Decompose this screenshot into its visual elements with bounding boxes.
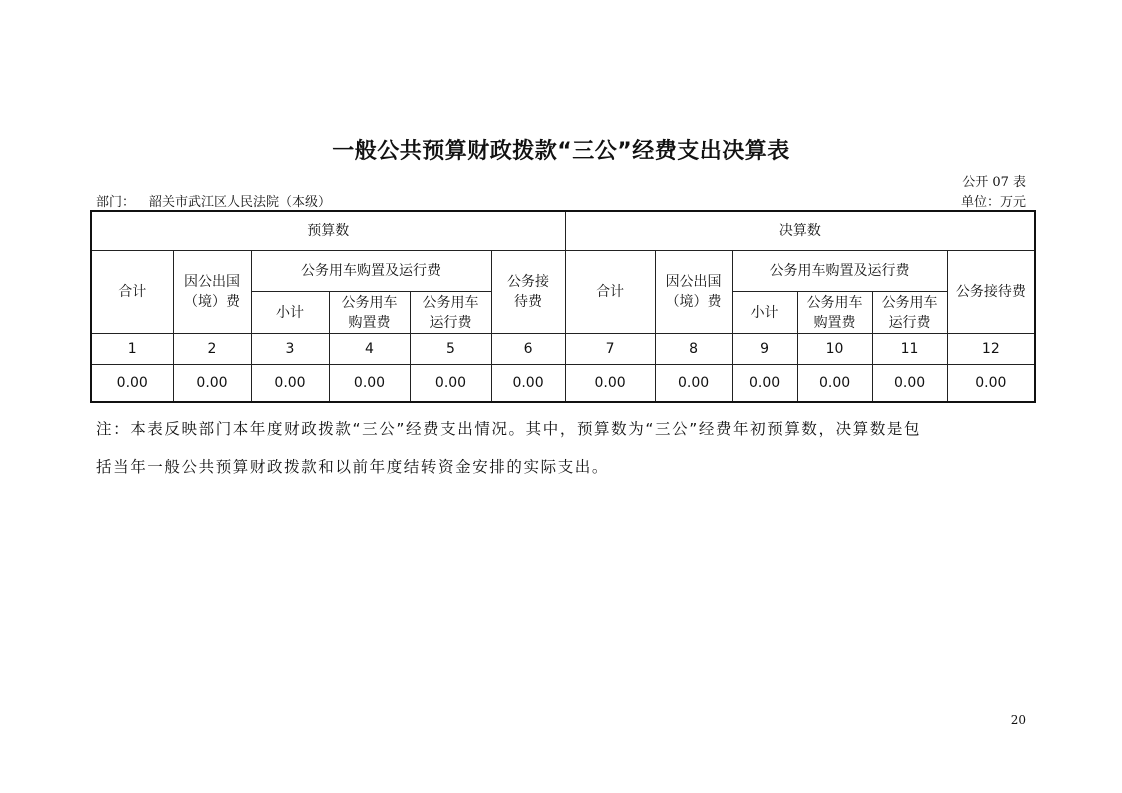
unit-label: 单位：万元 xyxy=(960,195,1026,210)
final-vehicle-header: 公务用车购置及运行费 xyxy=(732,251,947,292)
operation-label-line2: 运行费 xyxy=(888,314,931,331)
table-header-row xyxy=(91,211,1035,251)
three-public-expense-table xyxy=(90,210,1036,403)
table-cell: 0.00 xyxy=(410,365,491,403)
reception-label-line2: 待费 xyxy=(514,294,543,310)
column-number: 6 xyxy=(491,334,565,365)
purchase-label-line2: 购置费 xyxy=(813,314,856,331)
final-reception-header: 公务接待费 xyxy=(947,251,1035,334)
column-number-row xyxy=(91,334,1035,365)
final-abroad-header xyxy=(655,251,732,334)
budget-total-header: 合计 xyxy=(91,251,173,334)
department-name: 韶关市武江区人民法院（本级） xyxy=(149,195,332,210)
final-header: 决算数 xyxy=(565,211,1035,251)
table-cell: 0.00 xyxy=(872,365,947,403)
column-number: 4 xyxy=(329,334,410,365)
page-title: 一般公共预算财政拨款“三公”经费支出决算表 xyxy=(332,139,790,164)
table-note xyxy=(96,410,1036,486)
table-cell: 0.00 xyxy=(173,365,251,403)
budget-header: 预算数 xyxy=(91,211,565,251)
note-line: 括当年一般公共预算财政拨款和以前年度结转资金安排的实际支出。 xyxy=(96,458,610,476)
note-line: 注：本表反映部门本年度财政拨款“三公”经费支出情况。其中，预算数为“三公”经费年初预算数，决算数是包 xyxy=(96,420,922,438)
column-number: 9 xyxy=(732,334,797,365)
table-cell: 0.00 xyxy=(491,365,565,403)
budget-abroad-header xyxy=(173,251,251,334)
table-cell: 0.00 xyxy=(947,365,1035,403)
final-operation-header xyxy=(872,292,947,334)
table-cell: 0.00 xyxy=(565,365,655,403)
column-number: 1 xyxy=(91,334,173,365)
department-line xyxy=(96,191,331,210)
abroad-label-line1: 因公出国 xyxy=(184,274,240,290)
column-number: 11 xyxy=(872,334,947,365)
abroad-label-line2: （境）费 xyxy=(665,294,722,310)
budget-operation-header xyxy=(410,292,491,334)
column-number: 7 xyxy=(565,334,655,365)
operation-label-line1: 公务用车 xyxy=(422,294,479,311)
department-label: 部门： xyxy=(96,195,136,210)
budget-subtotal-header: 小计 xyxy=(251,292,329,334)
form-number: 公开 07 表 xyxy=(962,175,1026,190)
abroad-label-line1: 因公出国 xyxy=(665,274,722,290)
column-number: 2 xyxy=(173,334,251,365)
table-cell: 0.00 xyxy=(732,365,797,403)
budget-reception-header xyxy=(491,251,565,334)
column-number: 12 xyxy=(947,334,1035,365)
operation-label-line2: 运行费 xyxy=(429,314,472,331)
purchase-label-line1: 公务用车 xyxy=(341,294,398,311)
value-row xyxy=(91,365,1035,403)
table-cell: 0.00 xyxy=(655,365,732,403)
table-cell: 0.00 xyxy=(329,365,410,403)
table-cell: 0.00 xyxy=(251,365,329,403)
table-cell: 0.00 xyxy=(91,365,173,403)
page-number: 20 xyxy=(1010,713,1026,727)
final-purchase-header xyxy=(797,292,872,334)
budget-vehicle-header: 公务用车购置及运行费 xyxy=(251,251,491,292)
column-number: 3 xyxy=(251,334,329,365)
column-number: 10 xyxy=(797,334,872,365)
column-number: 5 xyxy=(410,334,491,365)
final-subtotal-header: 小计 xyxy=(732,292,797,334)
purchase-label-line1: 公务用车 xyxy=(806,294,863,311)
budget-purchase-header xyxy=(329,292,410,334)
reception-label-line1: 公务接 xyxy=(507,274,550,290)
column-number: 8 xyxy=(655,334,732,365)
operation-label-line1: 公务用车 xyxy=(881,294,938,311)
table-header-row xyxy=(91,251,1035,292)
purchase-label-line2: 购置费 xyxy=(348,314,391,331)
final-total-header: 合计 xyxy=(565,251,655,334)
abroad-label-line2: （境）费 xyxy=(184,294,240,310)
table-cell: 0.00 xyxy=(797,365,872,403)
